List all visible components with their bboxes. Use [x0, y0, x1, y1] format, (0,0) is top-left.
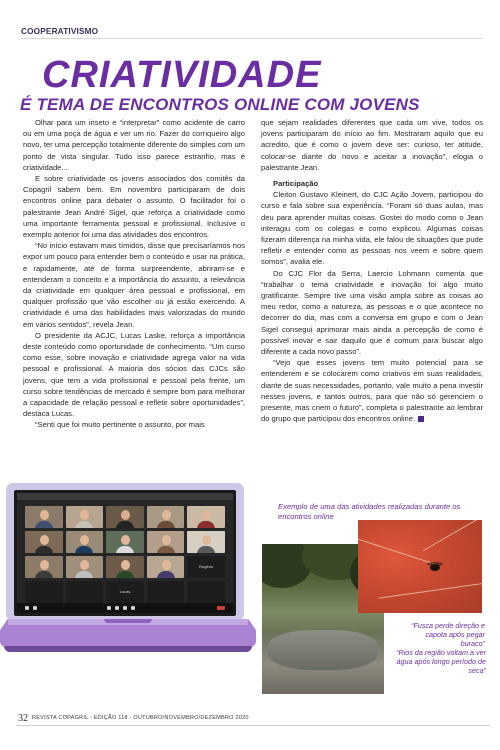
- participant-tile: [25, 506, 63, 528]
- article-column-left: [23, 117, 245, 431]
- participant-tile: [66, 506, 104, 528]
- participant-tile: [25, 581, 63, 603]
- end-mark-icon: [418, 416, 424, 422]
- participant-tile: [106, 506, 144, 528]
- chat-icon: [115, 606, 119, 610]
- participant-tile: [147, 556, 185, 578]
- paragraph: E sobre criatividade os jovens associados dos comitês da Copagril sabem bem. Em novembro participaram de dois encontros online para debater o assunto. O facilitador foi o palestrante Jean André Sigel, que reforça a criatividade como uma importante ferramenta pessoal e profissional. Inclusive o exemplo anterior foi uma das atividades dos encontros.: [23, 174, 245, 240]
- footer-divider: [16, 725, 490, 726]
- headline: CRIATIVIDADE: [42, 54, 322, 96]
- participant-tile: [147, 581, 185, 603]
- laptop-bezel: [14, 490, 236, 616]
- paragraph: O presidente da ACJC, Lucas Laske, reforça a importância deste conteúdo como oportunidade de conhecimento. “Um curso como esse, sobre inovação e criatividade agrega valor na vida pessoal e profissional. A maioria dos sócios das CJCs são jovens, que tem a vida profissional e pessoal pela frente, um curso sobre tendências de mercado é sempre bom para melhorar a capacidade de relação pessoal e refletir sobre oportunidades”, destaca Lucas.: [23, 330, 245, 419]
- paragraph: “Senti que foi muito pertinente o assunto, por mais: [35, 420, 205, 430]
- share-screen-icon: [123, 606, 127, 610]
- paragraph: Cleiton Gustavo Kleinert, do CJC Ação Jovem, participou do curso e fala sobre sua experiência. “Foram só duas aulas, mas deu para aprender muitas coisas. Gostei do modo como o Jean interagiu com os colegas e como explicou. Algumas coisas fizeram diferença na minha vida, ele falou de situações que pude refletir e entender como as pessoas nos veem e sobre quem somos”, avalia ele.: [261, 190, 483, 267]
- laptop-shadow: [4, 646, 252, 652]
- participant-tile: [66, 581, 104, 603]
- photo-caption-flood: “Rios da região voltam a ver água após longo período de seca”: [396, 648, 486, 675]
- participant-tile: [187, 581, 225, 603]
- photo-caption-bug: “Fusca perde direção e capota após pegar buraco”: [411, 621, 485, 648]
- section-subheading: Participação: [273, 179, 319, 189]
- participant-tile: [147, 531, 185, 553]
- participant-name: Lucas: [119, 589, 131, 594]
- bug-photo: [358, 520, 482, 613]
- record-icon: [131, 606, 135, 610]
- top-divider: [21, 38, 483, 39]
- section-tag: COOPERATIVISMO: [21, 27, 99, 36]
- participant-tile: [106, 581, 144, 603]
- participant-tile: [66, 531, 104, 553]
- subheadline: É TEMA DE ENCONTROS ONLINE COM JOVENS: [20, 95, 420, 114]
- figure-caption: Exemplo de uma das atividades realizadas durante os encontros online: [278, 502, 461, 521]
- participant-tile: [187, 556, 225, 578]
- participant-tile: [25, 531, 63, 553]
- laptop-notch: [104, 619, 152, 623]
- paragraph: “No início estavam mais tímidos, disse que precisaríamos nos expor um pouco para entender bem o conteúdo e usar na prática, e rapidamente, até de forma surpreendente, abriram-se e entenderam o conceito e a importância do assunto, a relevância da criatividade em qualquer área pessoal e profissional, em qualquer profissão que vão escolher ou já estão exercendo. A criatividade é uma das habilidades mais valorizadas do mundo em vários sentidos”, revela Jean.: [23, 241, 245, 329]
- paragraph-text: “Vejo que esses jovens tem muito potencial para se entenderem e se colocarem como criativos em suas realidades, diante de suas necessidades, portanto, vale muito a pena investir nesses jovens, e tantos outros, para que não só gerenciem o presente, mas criem o futuro”, completa o palestrante ao lembrar do grupo que participou dos encontros online.: [261, 358, 483, 424]
- participant-tile: [147, 506, 185, 528]
- paragraph: que sejam realidades diferentes que cada um vive, todos os jovens participaram do início ao fim. Mostraram aquilo que eu acredito, que é como o jovem deve ser: curioso, ter atitude, colocar-se diante do novo e aceitar a inovação”, elogia o palestrante Jean.: [261, 118, 483, 172]
- participants-icon: [107, 606, 111, 610]
- laptop-lid: [6, 483, 244, 621]
- paragraph: Do CJC Flor da Serra, Laercio Lohmann comenta que “trabalhar o tema criatividade e inovação foi algo muito gratificante. Sempre tive uma visão ampla sobre as coisas ao meu redor, como a natureza, as pessoas e o que acontece no decorrer do dia, mas com a conversa em grupo e com o Jean Sigel consegui aprimorar mais ainda a percepção de como é possível inovar e sair daquilo que é comum para buscar algo diferente a cada novo passo”.: [261, 268, 483, 357]
- publication-info: REVISTA COPAGRIL - EDIÇÃO 118 - OUTUBRO/NOVEMBRO/DEZEMBRO 2020: [32, 715, 249, 721]
- camera-icon: [33, 606, 37, 610]
- participant-tile: [66, 556, 104, 578]
- call-title-bar: [17, 493, 233, 500]
- participant-tile: [187, 506, 225, 528]
- end-call-icon: [217, 606, 225, 610]
- call-toolbar: [17, 603, 233, 613]
- page-footer: [18, 712, 488, 724]
- mic-icon: [25, 606, 29, 610]
- laptop-illustration: [0, 483, 258, 673]
- participant-tile: [106, 556, 144, 578]
- paragraph: Olhar para um inseto e “interpretar” como acidente de carro ou em uma poça de água e ver um rio. Fazer do corriqueiro algo novo, ter uma percepção totalmente diferente do simples com um ponto de vista singular. Tudo isso parece estranho, mas é criatividade...: [23, 118, 245, 172]
- insect: [430, 564, 440, 571]
- paragraph-final: [261, 357, 483, 424]
- video-call-screen: [17, 493, 233, 613]
- participant-name: Rogério: [199, 564, 214, 569]
- page-number: 32: [18, 712, 28, 724]
- participant-tile: [187, 531, 225, 553]
- participant-tile: [106, 531, 144, 553]
- article-column-right: [261, 117, 483, 424]
- participant-tile: [25, 556, 63, 578]
- participant-grid: [17, 500, 233, 605]
- title-block: [20, 56, 490, 115]
